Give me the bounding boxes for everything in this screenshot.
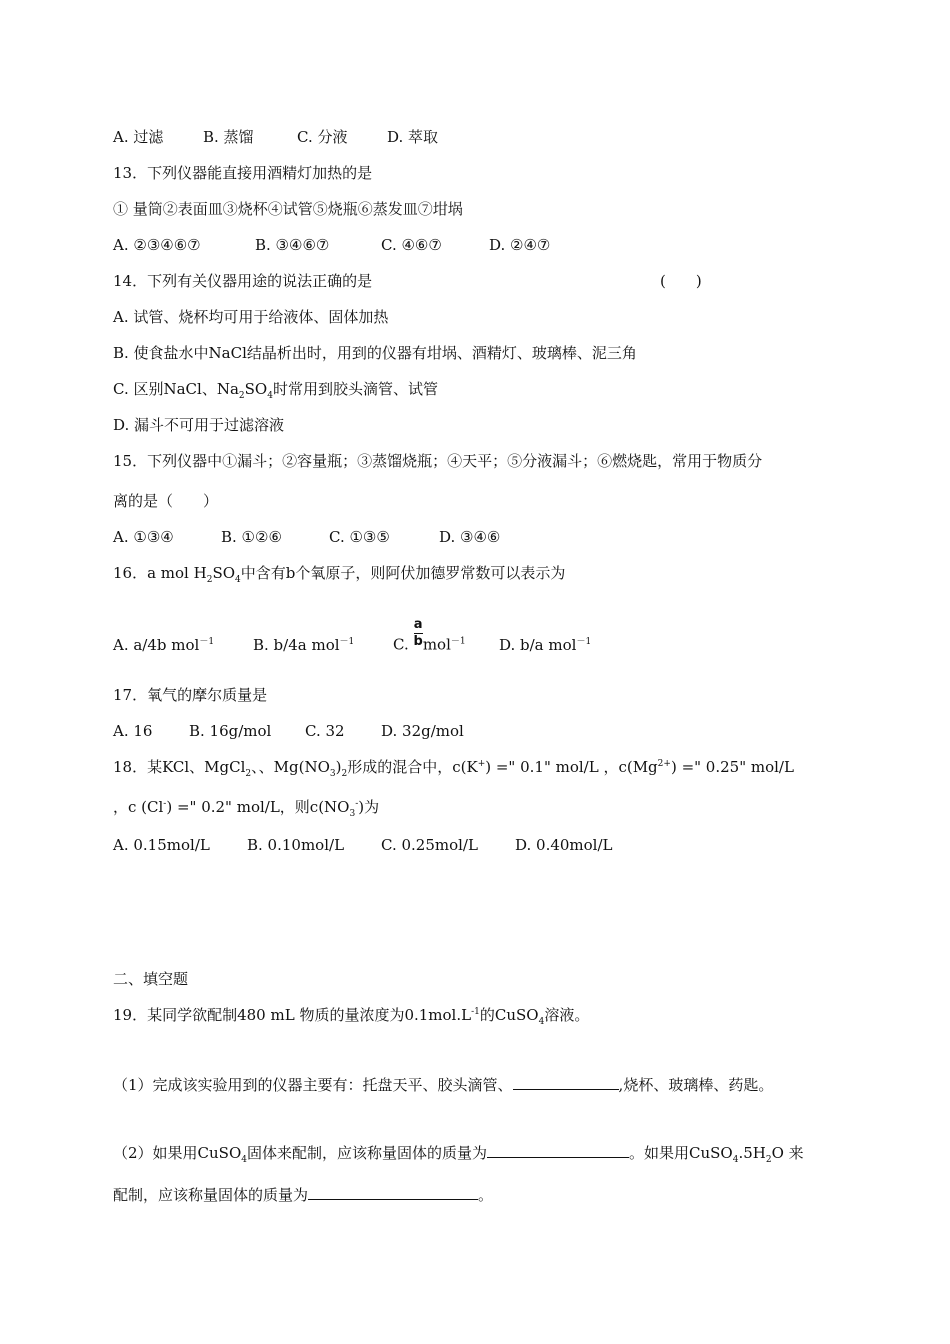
- q17-options: [113, 721, 464, 741]
- q16-option-b: B. b/4a mol$^{-1}$: [253, 635, 355, 654]
- q16-option-c: C. $\frac{a}{b}$ mol$^{-1}$: [393, 617, 466, 654]
- q18-option-d: D. 0.40mol/L: [515, 836, 613, 854]
- q12-options: [113, 127, 438, 147]
- q12-option-d: D. 萃取: [387, 128, 439, 146]
- q16-stem: 16．a mol $H_2SO_4$中含有b个氧原子，则阿伏加德罗常数可以表示为: [113, 564, 566, 585]
- q19-part2-line1: （2）如果用CuSO$_4$固体来配制，应该称量固体的质量为 。如果用$CuSO_4.5H_2O$ 来: [113, 1144, 804, 1165]
- q17-option-b: B. 16g/mol: [189, 722, 272, 740]
- q16-options: [113, 617, 592, 661]
- section-title-fill-in: 二、填空题: [113, 970, 189, 988]
- q13-items: ① 量筒②表面皿③烧杯④试管⑤烧瓶⑥蒸发皿⑦坩埚: [113, 200, 463, 218]
- q15-option-b: B. ①②⑥: [221, 528, 282, 546]
- q12-option-a: A. 过滤: [113, 128, 164, 146]
- q13-stem: 13．下列仪器能直接用酒精灯加热的是: [113, 164, 373, 182]
- q14-option-d: D. 漏斗不可用于过滤溶液: [113, 416, 285, 434]
- q15-option-c: C. ①③⑤: [329, 528, 390, 546]
- q12-option-b: B. 蒸馏: [203, 128, 254, 146]
- q18-option-c: C. 0.25mol/L: [381, 836, 478, 854]
- q13-options: [113, 235, 550, 255]
- q19-part1: （1）完成该实验用到的仪器主要有：托盘天平、胶头滴管、 ,烧杯、玻璃棒、药匙。: [113, 1076, 774, 1094]
- q12-option-c: C. 分液: [297, 128, 348, 146]
- q18-options: [113, 835, 613, 855]
- q18-stem-line2: ，c (Cl-) =" 0.2" mol/L，则$c(NO_3^-)$为: [113, 798, 380, 819]
- answer-blank-2[interactable]: [487, 1143, 629, 1158]
- q18-option-b: B. 0.10mol/L: [247, 836, 345, 854]
- q15-options: [113, 527, 500, 547]
- q15-option-a: A. ①③④: [113, 528, 174, 546]
- q14-stem: 14．下列有关仪器用途的说法正确的是: [113, 272, 373, 290]
- q14-option-c: C. 区别NaCl、$Na_2SO_4$时常用到胶头滴管、试管: [113, 380, 438, 401]
- q14-option-b: B. 使食盐水中NaCl结晶析出时，用到的仪器有坩埚、酒精灯、玻璃棒、泥三角: [113, 344, 637, 362]
- answer-blank-1[interactable]: [513, 1075, 619, 1090]
- q16-option-d: D. b/a mol$^{-1}$: [499, 635, 592, 654]
- q17-option-c: C. 32: [305, 722, 345, 740]
- q15-stem-line2: 离的是（ ）: [113, 492, 219, 510]
- q15-stem-line1: 15．下列仪器中①漏斗；②容量瓶；③蒸馏烧瓶；④天平；⑤分液漏斗；⑥燃烧匙，常用于物质分: [113, 452, 763, 470]
- q13-option-d: D. ②④⑦: [489, 236, 551, 254]
- q15-option-d: D. ③④⑥: [439, 528, 501, 546]
- q17-option-d: D. 32g/mol: [381, 722, 464, 740]
- q18-option-a: A. 0.15mol/L: [113, 836, 210, 854]
- q13-option-a: A. ②③④⑥⑦: [113, 236, 201, 254]
- q17-option-a: A. 16: [113, 722, 153, 740]
- q14-option-a: A. 试管、烧杯均可用于给液体、固体加热: [113, 308, 389, 326]
- q16-option-a: A. a/4b mol$^{-1}$: [113, 635, 215, 654]
- q17-stem: 17．氧气的摩尔质量是: [113, 686, 268, 704]
- answer-blank-3[interactable]: [308, 1185, 478, 1200]
- q19-part2-line2: 配制，应该称量固体的质量为 。: [113, 1186, 494, 1204]
- q19-stem: 19．某同学欲配制480 mL 物质的量浓度为$0.1mol.L^{-1}$的CuSO$_4$溶液。: [113, 1006, 590, 1027]
- q13-option-c: C. ④⑥⑦: [381, 236, 442, 254]
- q13-option-b: B. ③④⑥⑦: [255, 236, 330, 254]
- q14-answer-paren: ( ): [660, 272, 702, 290]
- q18-stem-line1: 18．某KCl、MgCl$_2$、、$Mg(NO_3)_2$形成的混合中，c(K+) =" 0.1" mol/L ，$c(Mg^{2+})$ =" 0.25" mol/L: [113, 758, 794, 779]
- fraction-a-over-b: $\frac{a}{b}$: [413, 617, 423, 649]
